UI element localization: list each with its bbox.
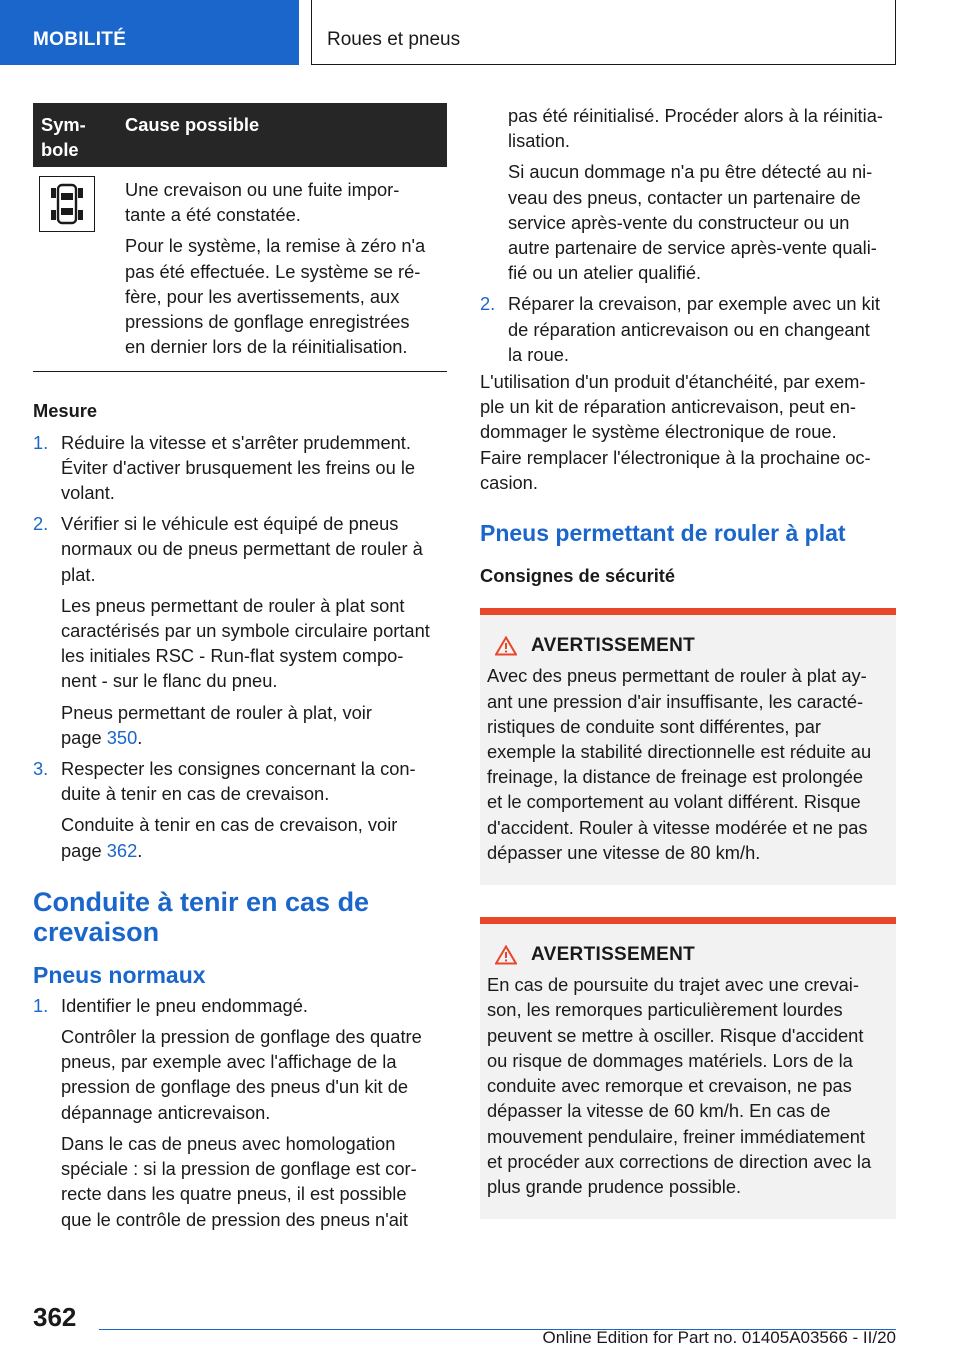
list-number: 2. [480,293,496,315]
safety-heading: Consignes de sécurité [480,565,676,587]
warning-triangle-icon [495,945,517,965]
warning-text: En cas de poursuite du trajet avec une crevai- son, les remorques particulièrement lourdes peuvent se mettre à osciller. Risque d'accident ou risque de dommages matériels. Lors de la conduite avec remorque et crevaison, ne pas dépasser la vitesse de 60 km/h. En cas de mouvement pendulaire, freiner immédiatement et procéder aux corrections de direction avec la plus grande prudence possible. [487,974,872,1197]
list-text: pas été réinitialisé. Procéder alors à la réinitia- lisation. [508,105,883,152]
mesure-heading: Mesure [33,400,98,422]
list-item [33,430,447,506]
list-item [33,511,447,750]
list-item-continued [480,103,896,285]
ref-text: Pneus permettant de rouler à plat, voir page [61,701,372,748]
list-text-with-link [61,700,447,750]
list-item [33,756,447,863]
list-text: Les pneus permettant de rouler à plat sont caractérisés par un symbole circulaire portant les initiales RSC - Run-flat system compo- nent - sur le flanc du pneu. [61,594,430,692]
warning-box [480,608,896,885]
ref-text: Conduite à tenir en cas de crevaison, voir page [61,814,398,861]
list-text: Réparer la crevaison, par exemple avec un kit de réparation anticrevaison ou en changeant la roue. [508,293,880,365]
mesure-list [33,430,447,863]
ref-end: . [137,839,143,861]
warning-label: AVERTISSEMENT [531,635,696,657]
list-text: Si aucun dommage n'a pu être détecté au ni- veau des pneus, contacter un partenaire de service après-vente du constructeur ou un autre partenaire de service après-vente quali- fié ou un atelier qualifié. [508,161,877,284]
list-number: 1. [33,994,49,1016]
column-header-symbol: Sym- bole [41,114,86,160]
ref-end: . [137,726,143,748]
chapter-tab [311,0,896,65]
warning-text: Avec des pneus permettant de rouler à plat ay- ant une pression d'air insuffisante, les caracté- ristiques de conduite sont différentes, par exemple la stabilité directionnelle est réduite au freinage, la distance de freinage est prolongée et le comportement au volant différent. Risque d'accident. Rouler à vitesse modérée et ne pas dépasser une vitesse de 80 km/h. [487,665,872,863]
list-number: 1. [33,431,49,453]
page-link-350[interactable]: 350 [106,726,138,748]
right-column [480,103,896,1219]
cause-text-2: Pour le système, la remise à zéro n'a pas été effectuée. Le système se ré- fère, pour les avertissements, aux pressions de gonflage enregistrées en dernier lors de la réinitialisation. [125,235,426,358]
page-link-362[interactable]: 362 [106,839,138,861]
warning-box [480,917,896,1219]
edition-note: Online Edition for Part no. 01405A03566 - II/20 [542,1328,896,1347]
chapter-title: Roues et pneus [327,29,461,50]
conduite-heading: Conduite à tenir en cas de crevaison [33,886,370,947]
warning-label: AVERTISSEMENT [531,944,696,966]
warning-title [487,633,888,658]
list-number: 3. [33,758,49,780]
section-title: MOBILITÉ [33,29,127,50]
list-number: 2. [33,513,49,535]
sealant-paragraph: L'utilisation d'un produit d'étanchéité, par exem- ple un kit de réparation anticrevaison, peut en- dommager le système électronique de roue. Faire remplacer l'électronique à la prochaine oc- casion. [480,371,871,493]
list-text: Contrôler la pression de gonflage des quatre pneus, par exemple avec l'affichage de la pression de gonflage des pneus d'un kit de dépannage anticrevaison. [61,1026,422,1123]
list-item [33,993,447,1232]
list-text: Réduire la vitesse et s'arrêter prudemment. Éviter d'activer brusquement les freins ou le volant. [61,431,416,504]
page-number: 362 [33,1302,77,1332]
left-column [33,103,447,1238]
table-row [33,167,447,372]
list-item [480,291,896,367]
table-header [33,103,447,167]
pneus-normaux-heading: Pneus normaux [33,961,206,988]
list-text-with-link [61,812,447,862]
column-header-cause: Cause possible [125,114,260,135]
list-text: Respecter les consignes concernant la con- duite à tenir en cas de crevaison. [61,758,416,805]
runflat-heading: Pneus permettant de rouler à plat [480,520,846,547]
section-tab [0,0,299,65]
list-text: Identifier le pneu endommagé. [61,994,308,1016]
warning-title [487,942,888,967]
list-text: Vérifier si le véhicule est équipé de pneus normaux ou de pneus permettant de rouler à plat. [61,513,423,585]
cause-text-1: Une crevaison ou une fuite impor- tante a été constatée. [125,179,400,226]
warning-triangle-icon [495,636,517,656]
tire-pressure-car-icon [39,176,95,232]
list-text: Dans le cas de pneus avec homologation spéciale : si la pression de gonflage est cor- recte dans les quatre pneus, il est possible que le contrôle de pression des pneus n'ait [61,1132,417,1230]
